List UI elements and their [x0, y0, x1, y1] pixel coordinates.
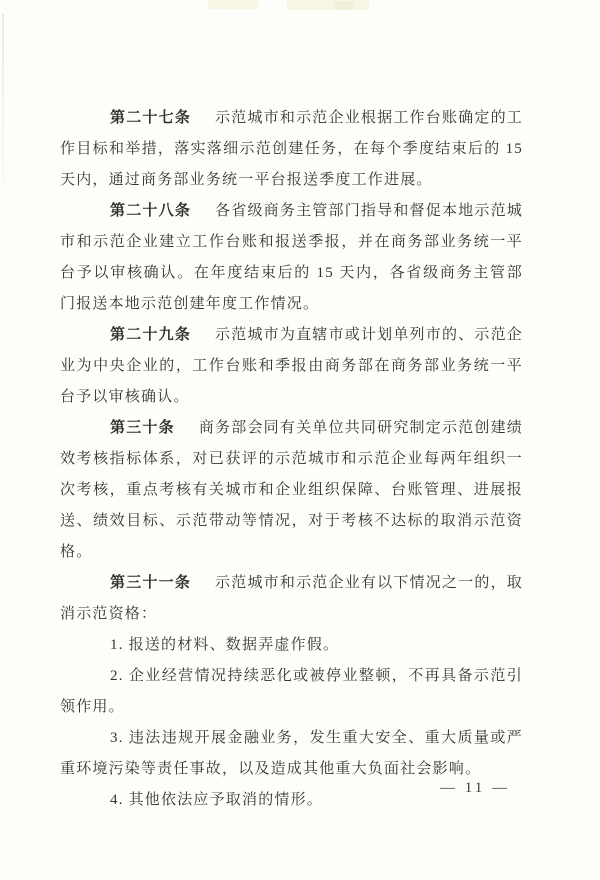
- article-30-text: 商务部会同有关单位共同研究制定示范创建绩效考核指标体系，对已获评的示范城市和示范企业每两年组织一次考核，重点考核有关城市和企业组织保障、台账管理、进展报送、绩效目标、示范带动等情况，对于考核不达标的取消示范资格。: [60, 420, 523, 560]
- clause-item-1: 1. 报送的材料、数据弄虚作假。: [110, 637, 340, 653]
- scan-artifact: [287, 0, 369, 10]
- clause-item-3: 3. 违法违规开展金融业务，发生重大安全、重大质量或严重环境污染等责任事故，以及造成其他重大负面社会影响。: [60, 730, 523, 777]
- article-30-number: 第三十条: [110, 420, 175, 436]
- article-30-paragraph: [60, 413, 523, 568]
- article-27-number: 第二十七条: [110, 110, 192, 126]
- article-28-paragraph: [60, 196, 523, 320]
- article-27-text: 示范城市和示范企业根据工作台账确定的工作目标和举措，落实落细示范创建任务，在每个季度结束后的 15 天内，通过商务部业务统一平台报送季度工作进展。: [60, 110, 523, 188]
- clause-item-4: 4. 其他依法应予取消的情形。: [110, 792, 324, 808]
- article-28-text: 各省级商务主管部门指导和督促本地示范城市和示范企业建立工作台账和报送季报，并在商务部业务统一平台予以审核确认。在年度结束后的 15 天内，各省级商务主管部门报送本地示范创建年度工作情况。: [60, 203, 523, 312]
- scan-edge-streak: [2, 14, 4, 214]
- page-number: — 11 —: [440, 780, 510, 796]
- article-29-number: 第二十九条: [110, 327, 192, 343]
- article-31-paragraph: [60, 568, 523, 630]
- article-28-number: 第二十八条: [110, 203, 192, 219]
- document-body: [60, 103, 523, 816]
- clause-item-2: 2. 企业经营情况持续恶化或被停业整顿，不再具备示范引领作用。: [60, 668, 523, 715]
- scan-artifact: [208, 0, 258, 9]
- article-31-text: 示范城市和示范企业有以下情况之一的，取消示范资格：: [60, 575, 523, 622]
- article-29-text: 示范城市为直辖市或计划单列市的、示范企业为中央企业的，工作台账和季报由商务部在商务部业务统一平台予以审核确认。: [60, 327, 523, 405]
- article-27-paragraph: [60, 103, 523, 196]
- article-29-paragraph: [60, 320, 523, 413]
- article-31-number: 第三十一条: [110, 575, 192, 591]
